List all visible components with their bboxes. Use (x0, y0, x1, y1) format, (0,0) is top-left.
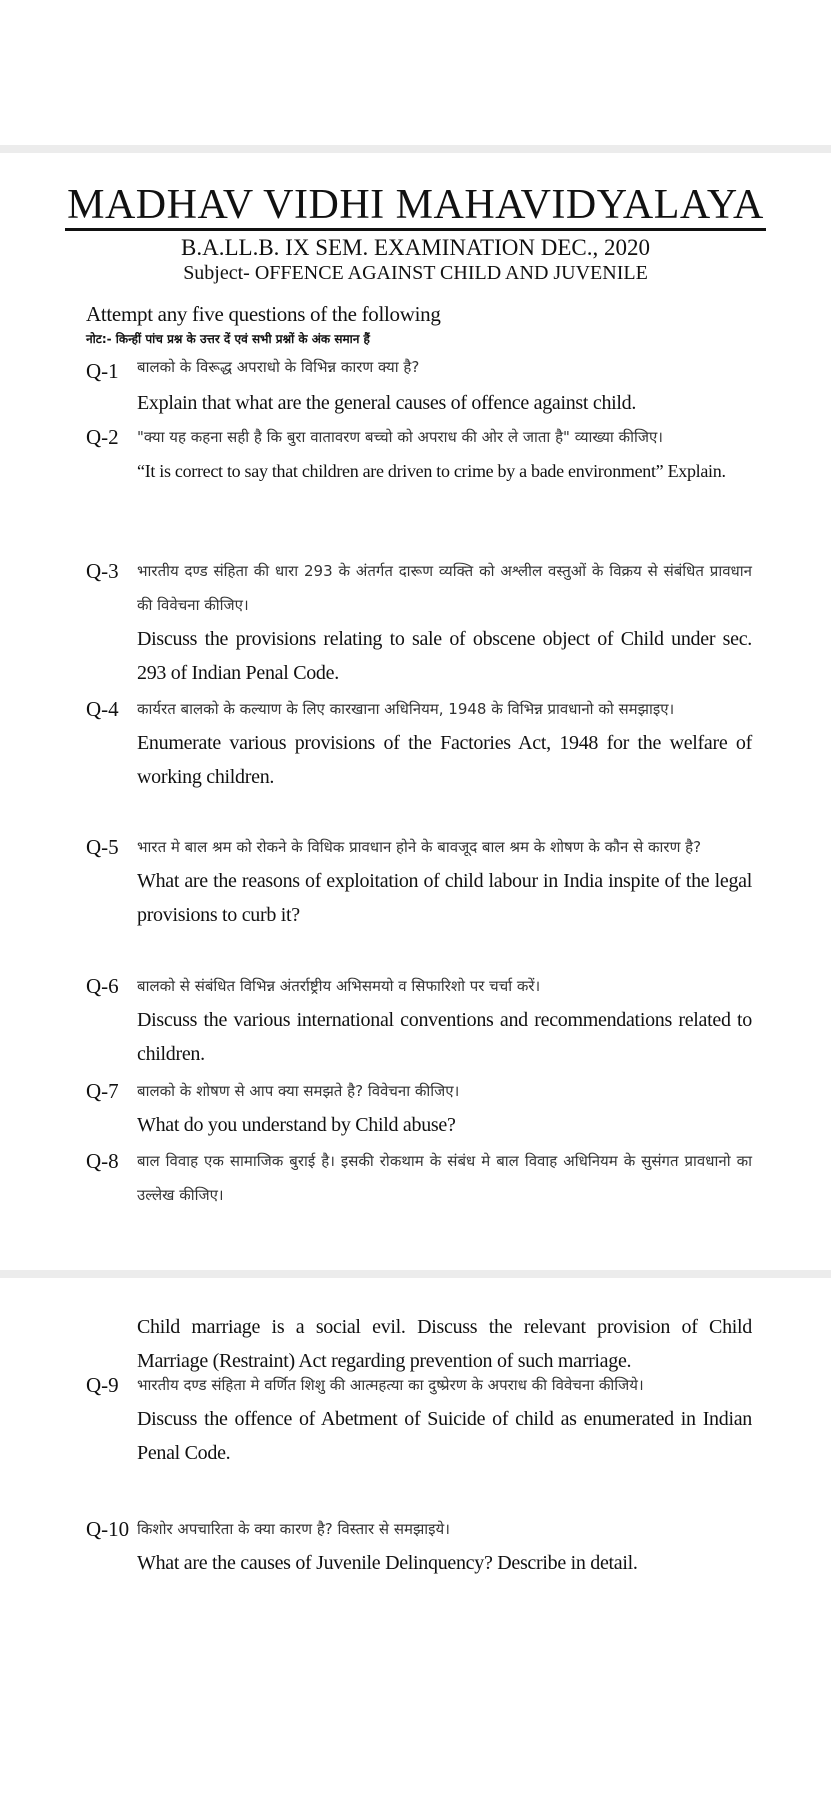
question-english: What are the reasons of exploitation of child labour in India inspite of the legal provisions to curb it? (137, 870, 752, 926)
question-english: What are the causes of Juvenile Delinquency? Describe in detail. (137, 1552, 638, 1574)
question-english: Discuss the offence of Abetment of Suicide of child as enumerated in Indian Penal Code. (137, 1408, 752, 1464)
question-english: “It is correct to say that children are driven to crime by a bade environment” Explain. (137, 461, 726, 481)
question-4 (86, 696, 752, 794)
question-english: Child marriage is a social evil. Discuss the relevant provision of Child Marriage (Restraint) Act regarding prevention of such marriage. (137, 1316, 752, 1372)
question-number: Q-1 (86, 359, 119, 383)
question-8 (86, 1148, 752, 1378)
page-divider-middle (0, 1270, 831, 1278)
paper-header (0, 182, 831, 285)
question-5 (86, 834, 752, 932)
question-3 (86, 558, 752, 690)
question-10 (86, 1516, 752, 1580)
question-number: Q-6 (86, 974, 119, 998)
question-number: Q-9 (86, 1373, 119, 1397)
question-english: What do you understand by Child abuse? (137, 1114, 456, 1136)
question-1 (86, 358, 752, 420)
question-english: Enumerate various provisions of the Factories Act, 1948 for the welfare of working children. (137, 732, 752, 788)
college-name: MADHAV VIDHI MAHAVIDYALAYA (65, 182, 766, 231)
question-number: Q-4 (86, 697, 119, 721)
exam-title: B.A.LL.B. IX SEM. EXAMINATION DEC., 2020 (181, 235, 650, 260)
question-6 (86, 973, 752, 1071)
question-number: Q-2 (86, 425, 119, 449)
subject-line: Subject- OFFENCE AGAINST CHILD AND JUVENILE (183, 262, 648, 284)
instructions-english: Attempt any five questions of the following (86, 302, 441, 326)
instructions-hindi: नोट:- किन्हीं पांच प्रश्न के उत्तर दें एवं सभी प्रश्नों के अंक समान हैं (86, 332, 370, 346)
question-english: Discuss the various international conventions and recommendations related to children. (137, 1009, 752, 1065)
question-number: Q-8 (86, 1149, 119, 1173)
question-number: Q-5 (86, 835, 119, 859)
question-hindi: भारत मे बाल श्रम को रोकने के विधिक प्रावधान होने के बावजूद बाल श्रम के शोषण के कौन से कारण है? (137, 838, 702, 856)
question-hindi: बाल विवाह एक सामाजिक बुराई है। इसकी रोकथाम के संबंध मे बाल विवाह अधिनियम के सुसंगत प्रावधानो का उल्लेख कीजिए। (137, 1152, 752, 1204)
question-hindi: भारतीय दण्ड संहिता मे वर्णित शिशु की आत्महत्या का दुष्प्रेरण के अपराध की विवेचना कीजिये। (137, 1376, 644, 1394)
question-english: Discuss the provisions relating to sale of obscene object of Child under sec. 293 of Indian Penal Code. (137, 628, 752, 684)
question-number: Q-7 (86, 1079, 119, 1103)
question-number: Q-3 (86, 559, 119, 583)
question-number: Q-10 (86, 1517, 130, 1541)
question-hindi: बालको से संबंधित विभिन्न अंतर्राष्ट्रीय अभिसमयो व सिफारिशो पर चर्चा करें। (137, 977, 541, 995)
question-hindi: बालको के विरूद्ध अपराधो के विभिन्न कारण क्या है? (137, 358, 420, 376)
question-2 (86, 424, 752, 488)
question-hindi: "क्या यह कहना सही है कि बुरा वातावरण बच्चो को अपराध की ओर ले जाता है" व्याख्या कीजिए। (137, 428, 663, 446)
question-9 (86, 1372, 752, 1470)
question-hindi: भारतीय दण्ड संहिता की धारा 293 के अंतर्गत दारूण व्यक्ति को अश्लील वस्तुओं के विक्रय से संबंधित प्रावधान की विवेचना कीजिए। (137, 562, 752, 614)
question-english: Explain that what are the general causes of offence against child. (137, 392, 637, 414)
page-divider-top (0, 145, 831, 153)
question-hindi: कार्यरत बालको के कल्याण के लिए कारखाना अधिनियम, 1948 के विभिन्न प्रावधानो को समझाइए। (137, 700, 675, 718)
question-7 (86, 1078, 752, 1142)
question-hindi: बालको के शोषण से आप क्या समझते है? विवेचना कीजिए। (137, 1082, 460, 1100)
question-hindi: किशोर अपचारिता के क्या कारण है? विस्तार से समझाइये। (137, 1520, 450, 1538)
